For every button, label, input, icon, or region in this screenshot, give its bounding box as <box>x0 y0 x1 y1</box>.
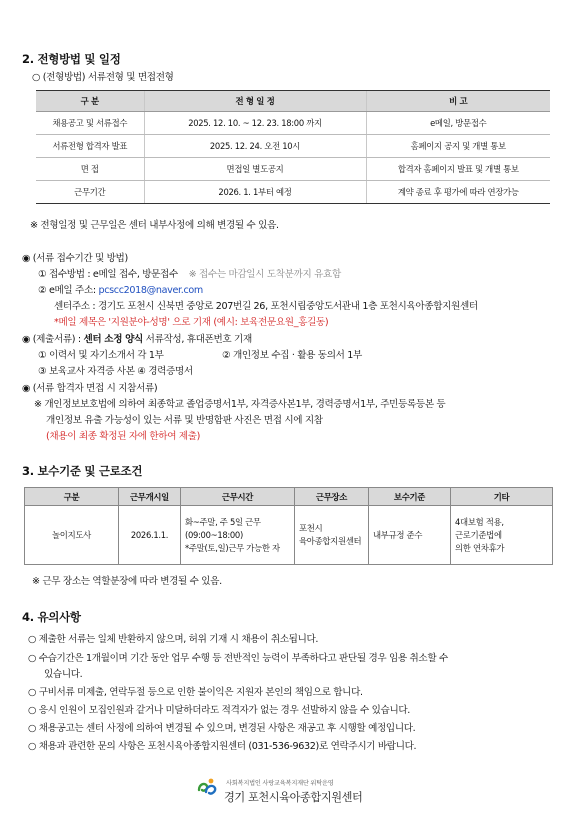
pass-docs-line-3: (채용이 최종 확정된 자에 한하여 제출) <box>46 431 201 442</box>
conditions-header-pay: 보수기준 <box>369 488 451 506</box>
schedule-header-category: 구 분 <box>36 91 144 112</box>
selection-method: ○ (전형방법) 서류전형 및 면접전형 <box>32 72 174 83</box>
table-cell: 서류전형 합격자 발표 <box>36 135 144 158</box>
email-line <box>38 285 203 297</box>
notice-item: ○ 제출한 서류는 일체 반환하지 않으며, 허위 기재 시 채용이 취소됩니다. <box>28 634 319 645</box>
pass-docs-line-2: 개인정보 유출 가능성이 있는 서류 및 반명함판 사진은 면접 시에 지참 <box>46 415 323 426</box>
conditions-header-place: 근무장소 <box>295 488 369 506</box>
apply-method-line <box>38 269 341 281</box>
footer-center-name: 경기 포천시육아종합지원센터 <box>224 791 363 804</box>
notice-item: ○ 구비서류 미제출, 연락두절 등으로 인한 불이익은 지원자 본인의 책임으로 합니다. <box>28 687 363 698</box>
docs-title-prefix: ◉ (제출서류) : <box>22 334 84 345</box>
section-2-title: 2. 전형방법 및 일정 <box>22 52 121 66</box>
schedule-header-note: 비 고 <box>366 91 550 112</box>
section-3-title: 3. 보수기준 및 근로조건 <box>22 464 143 478</box>
email-subject-rule: *메일 제목은 '지원분야-성명' 으로 기재 (예시: 보육전문요원_홍길동) <box>54 317 329 328</box>
table-cell: 계약 종료 후 평가에 따라 연장가능 <box>366 181 550 204</box>
work-hours-line: (09:00~18:00) <box>185 529 243 540</box>
work-place-cell <box>295 506 369 565</box>
table-cell: 면 접 <box>36 158 144 181</box>
table-row <box>36 135 550 158</box>
apply-method: ① 접수방법 : e메일 접수, 방문접수 <box>38 269 178 280</box>
docs-title-form: 센터 소정 양식 <box>83 334 143 345</box>
notice-item: ○ 채용과 관련한 문의 사항은 포천시육아종합지원센터 (031-536-9632)로 연락주시기 바랍니다. <box>28 741 417 752</box>
conditions-header-type: 구분 <box>25 488 119 506</box>
conditions-table-header <box>25 488 553 506</box>
schedule-table-header <box>36 91 550 112</box>
pass-docs-title: ◉ (서류 합격자 면접 시 지참서류) <box>22 383 158 394</box>
table-cell: 채용공고 및 서류접수 <box>36 112 144 135</box>
pass-docs-line-1: ※ 개인정보보호법에 의하여 최종학교 졸업증명서1부, 자격증사본1부, 경력증명서1부, 주민등록등본 등 <box>34 399 446 410</box>
conditions-header-hours: 근무시간 <box>181 488 295 506</box>
conditions-header-etc: 기타 <box>451 488 553 506</box>
table-cell: 홈페이지 공지 및 개별 통보 <box>366 135 550 158</box>
table-cell: 2026. 1. 1부터 예정 <box>144 181 366 204</box>
docs-item-1: ① 이력서 및 자기소개서 각 1부 <box>38 350 164 361</box>
table-cell: e메일, 방문접수 <box>366 112 550 135</box>
email-link[interactable]: pcscc2018@naver.com <box>98 285 203 296</box>
section-4-title: 4. 유의사항 <box>22 610 81 624</box>
table-row <box>25 506 553 565</box>
table-cell: 2025. 12. 10. ~ 12. 23. 18:00 까지 <box>144 112 366 135</box>
docs-title-suffix: 서류작성, 휴대폰번호 기재 <box>142 334 252 345</box>
docs-title <box>22 334 252 346</box>
etc-line: 근로기준법에 <box>455 529 502 540</box>
apply-title: ◉ (서류 접수기간 및 방법) <box>22 253 128 264</box>
table-row <box>36 112 550 135</box>
table-cell: 근무기간 <box>36 181 144 204</box>
schedule-table <box>36 90 550 204</box>
schedule-note: ※ 전형일정 및 근무일은 센터 내부사정에 의해 변경될 수 있음. <box>30 220 279 231</box>
work-hours-cell <box>181 506 295 565</box>
notice-item: ○ 수습기간은 1개월이며 기간 동안 업무 수행 등 전반적인 능력이 부족하다고 판단될 경우 임용 취소할 수 <box>28 653 448 664</box>
table-cell: 2025. 12. 24. 오전 10시 <box>144 135 366 158</box>
docs-items-3-4: ③ 보육교사 자격증 사본 ④ 경력증명서 <box>38 366 193 377</box>
apply-deadline-note: ※ 접수는 마감일시 도착분까지 유효함 <box>188 269 341 280</box>
job-type-cell: 놀이지도사 <box>25 506 119 565</box>
work-hours-line: *주말(토,일)근무 가능한 자 <box>185 542 280 553</box>
docs-item-2: ② 개인정보 수집 · 활용 동의서 1부 <box>222 350 362 361</box>
footer-operator: 사회복지법인 사랑교육복지재단 위탁운영 <box>226 780 334 787</box>
table-row <box>36 181 550 204</box>
start-date-cell: 2026.1.1. <box>119 506 181 565</box>
notice-item: ○ 채용공고는 센터 사정에 의하여 변경될 수 있으며, 변경된 사항은 재공고 후 시행할 예정입니다. <box>28 723 416 734</box>
work-hours-line: 화~주말, 주 5일 근무 <box>185 516 261 527</box>
table-cell: 면접일 별도공지 <box>144 158 366 181</box>
notice-item-continued: 있습니다. <box>44 669 83 680</box>
center-address: 센터주소 : 경기도 포천시 신북면 중앙로 207번길 26, 포천시립중앙도서관내 1층 포천시육아종합지원센터 <box>54 301 478 312</box>
pay-cell: 내부규정 준수 <box>369 506 451 565</box>
center-logo-icon <box>196 776 218 798</box>
table-row <box>36 158 550 181</box>
work-place-line: 포천시 <box>299 523 323 533</box>
etc-line: 4대보험 적용, <box>455 516 504 527</box>
schedule-header-date: 전 형 일 정 <box>144 91 366 112</box>
conditions-table <box>24 487 553 565</box>
email-label: ② e메일 주소: <box>38 285 99 296</box>
work-place-note: ※ 근무 장소는 역할분장에 따라 변경될 수 있음. <box>32 576 222 587</box>
conditions-header-start: 근무개시일 <box>119 488 181 506</box>
notice-item: ○ 응시 인원이 모집인원과 같거나 미달하더라도 적격자가 없는 경우 선발하지 않을 수 있습니다. <box>28 705 410 716</box>
work-place-line: 육아종합지원센터 <box>299 536 362 546</box>
etc-line: 의한 연차휴가 <box>455 542 505 553</box>
table-cell: 합격자 홈페이지 발표 및 개별 통보 <box>366 158 550 181</box>
etc-cell <box>451 506 553 565</box>
